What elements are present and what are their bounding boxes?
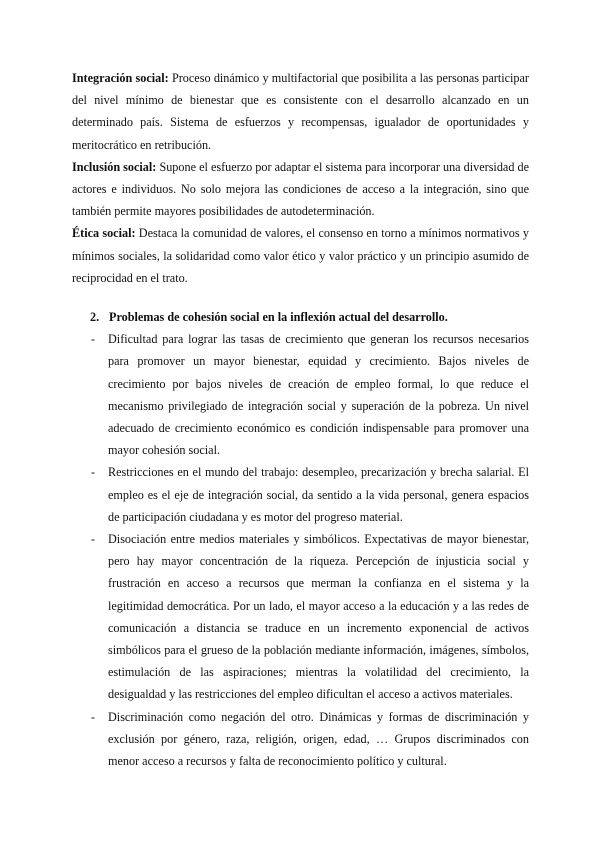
list-item <box>72 528 529 706</box>
list-item <box>72 706 529 773</box>
bullet-dash: - <box>91 465 96 480</box>
list-item-text: Dificultad para lograr las tasas de crecimiento que generan los recursos necesarios para promover un mayor bienestar, equidad y crecimiento. Bajos niveles de crecimiento por bajos niveles de creación de empleo formal, lo que reduce el mecanismo privilegiado de integración social y superación de la pobreza. Un nivel adecuado de crecimiento económico es condición indispensable para promover una mayor cohesión social. <box>108 332 529 458</box>
definition-term: Integración social: <box>72 71 169 85</box>
definition-term: Ética social: <box>72 226 136 241</box>
definition-inclusion <box>72 156 529 223</box>
bullet-dash: - <box>91 332 96 347</box>
section-heading <box>72 306 529 328</box>
list-item-text: Discriminación como negación del otro. Dinámicas y formas de discriminación y exclusión por género, raza, religión, origen, edad, … Grupos discriminados con menor acceso a recursos y falta de reconocimiento político y cultural. <box>108 709 529 769</box>
bullet-dash: - <box>91 532 96 547</box>
problem-list <box>72 328 529 772</box>
definition-term: Inclusión social: <box>72 159 157 174</box>
bullet-dash: - <box>91 709 96 724</box>
definition-integracion <box>72 67 529 156</box>
definition-text: Supone el esfuerzo por adaptar el sistema para incorporar una diversidad de actores e individuos. No solo mejora las condiciones de acceso a la integración, sino que también permite mayores posibilidades de autodeterminación. <box>72 159 529 219</box>
definition-etica <box>72 222 529 289</box>
list-item-text: Restricciones en el mundo del trabajo: desempleo, precarización y brecha salarial. El empleo es el eje de integración social, da sentido a la vida personal, genera espacios de participación ciudadana y es motor del progreso material. <box>108 465 529 524</box>
document-page <box>72 67 529 772</box>
list-item <box>72 461 529 528</box>
section-number: 2. <box>90 310 100 325</box>
definition-text: Proceso dinámico y multifactorial que posibilita a las personas participar del nivel mínimo de bienestar que es consistente con el desarrollo alcanzado en un determinado país. Sistema de esfuerzos y recompensas, igualador de oportunidades y meritocrático en retribución. <box>72 71 529 152</box>
definition-text: Destaca la comunidad de valores, el consenso en torno a mínimos normativos y mínimos sociales, la solidaridad como valor ético y valor práctico y un principio asumido de reciprocidad en el trato. <box>72 226 530 285</box>
list-item <box>72 328 529 461</box>
list-item-text: Disociación entre medios materiales y simbólicos. Expectativas de mayor bienestar, pero hay mayor concentración de la riqueza. Percepción de injusticia social y frustración en acceso a recursos que merman la confianza en el sistema y la legitimidad democrática. Por un lado, el mayor acceso a la educación y a las redes de comunicación a distancia se traduce en un incremento exponencial de activos simbólicos para el grueso de la población mediante información, imágenes, símbolos, estimulación de las aspiraciones; mientras la volatilidad del crecimiento, la desigualdad y las restricciones del empleo dificultan el acceso a activos materiales. <box>108 532 529 702</box>
section-title: Problemas de cohesión social en la inflexión actual del desarrollo. <box>109 310 448 325</box>
